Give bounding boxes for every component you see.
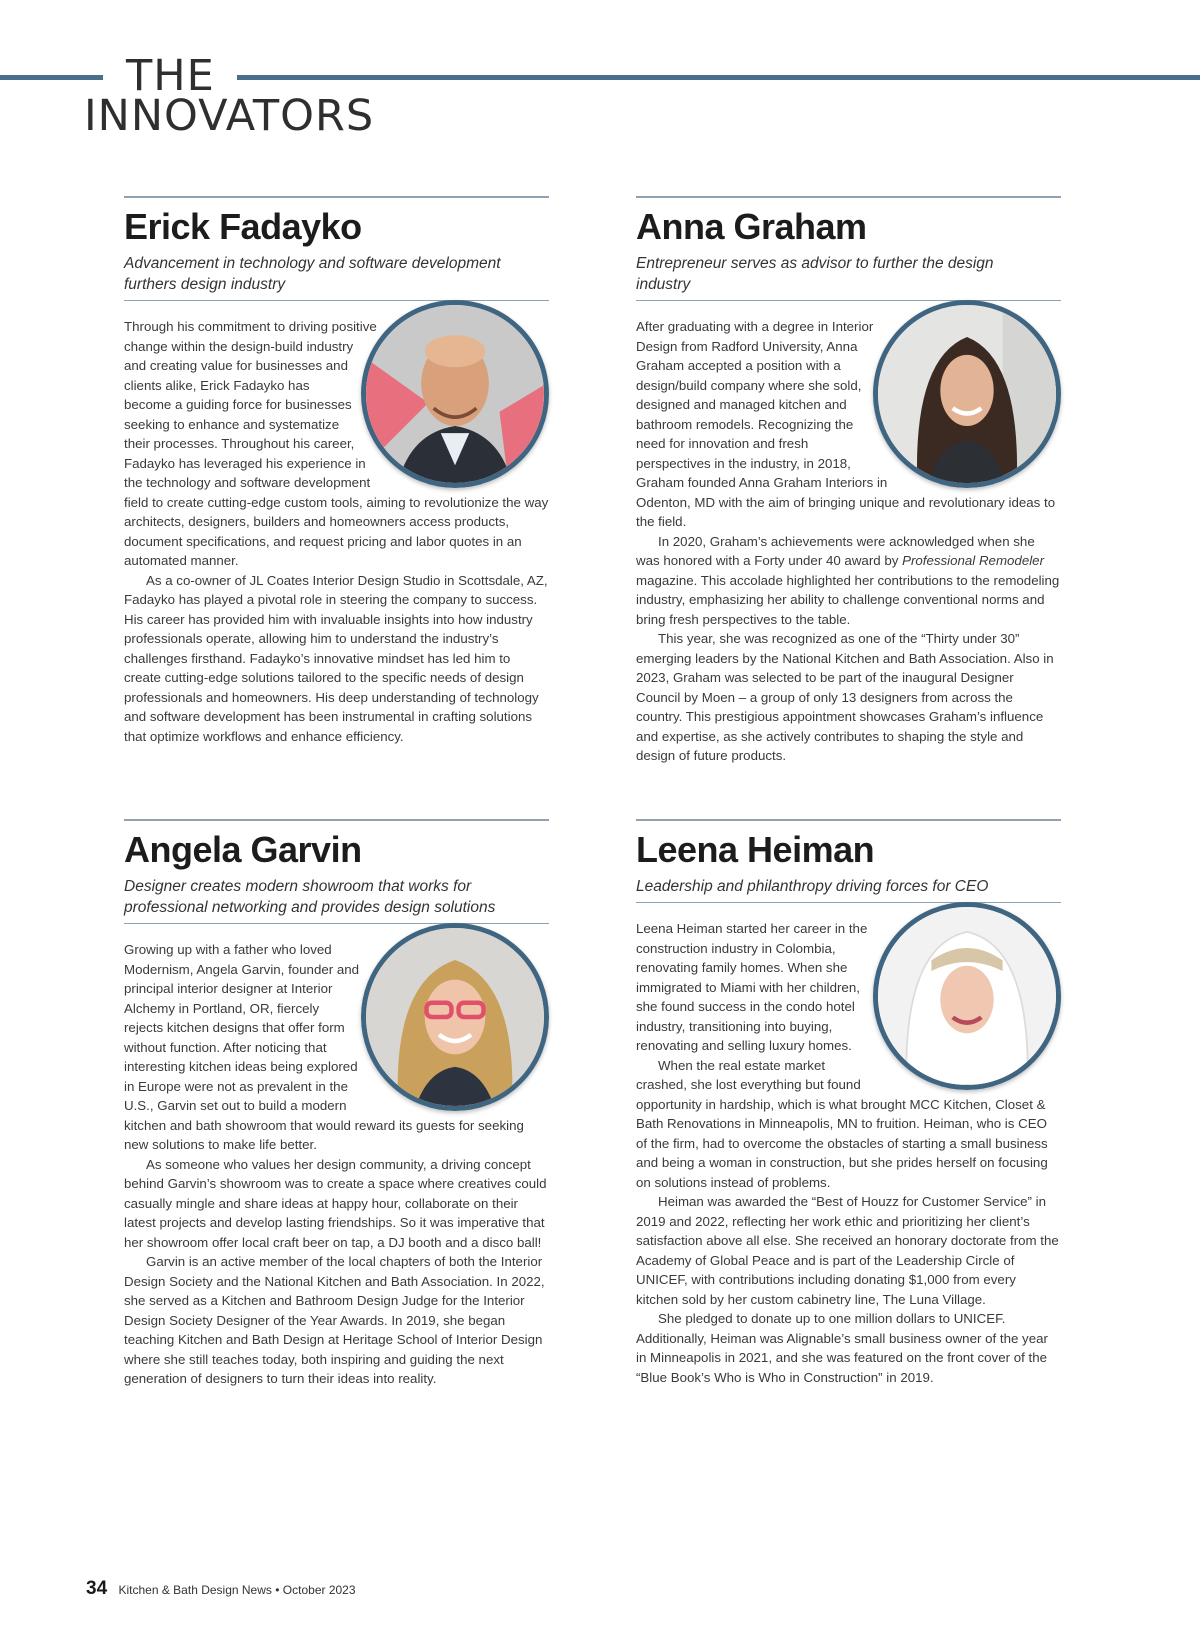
profile-top-rule (124, 196, 549, 198)
profile-name: Leena Heiman (636, 829, 875, 870)
portrait-woman-icon (878, 305, 1056, 483)
profile-bottom-rule (636, 902, 1061, 903)
page-number: 34 (86, 1578, 108, 1599)
paragraph-text: magazine. This accolade highlighted her contributions to the remodeling industry, emphasizing her ability to challenge conventional norms and bring fresh perspectives to the table. (636, 572, 1060, 627)
profile-erick-fadayko (124, 196, 549, 746)
profile-paragraph: Through his commitment to driving positive change within the design-build industry and creating value for businesses and clients alike, Erick Fadayko has become a guiding force for businesses seeking to enhance and systematize their processes. Throughout his career, Fadayko has leveraged his experience in the technology and software development field to create cutting-edge custom tools, aiming to revolutionize the way architects, designers, builders and homeowners access products, document specifications, and request pricing and labor quotes in an automated manner. (124, 319, 549, 568)
profile-bottom-rule (636, 300, 1061, 301)
profile-anna-graham (636, 196, 1061, 766)
profile-bottom-rule (124, 923, 549, 924)
profile-paragraph: Leena Heiman started her career in the construction industry in Colombia, renovating family homes. When she immigrated to Miami with her children, she found success in the condo hotel industry, transitioning into buying, renovating and selling luxury homes. (636, 921, 868, 1053)
profile-paragraph: Heiman was awarded the “Best of Houzz for Customer Service” in 2019 and 2022, reflecting her work ethic and prioritizing her client’s satisfaction above all else. She received an honorary doctorate from the Academy of Global Peace and is part of the Leadership Circle of UNICEF, with contributions including donating $1,000 from every kitchen sold by her custom cabinetry line, The Luna Village. (636, 1194, 1059, 1307)
profile-photo (361, 300, 549, 488)
profile-body (124, 317, 549, 746)
profile-angela-garvin (124, 819, 549, 1389)
publication-name: Kitchen & Bath Design News (118, 1583, 272, 1597)
profile-name: Anna Graham (636, 206, 867, 247)
footer-separator: • (275, 1583, 280, 1597)
profile-paragraph: Growing up with a father who loved Modernism, Angela Garvin, founder and principal interior designer at Interior Alchemy in Portland, OR, fiercely rejects kitchen designs that offer form without function. After noticing that interesting kitchen ideas being explored in Europe were not as prevalent in the U.S., Garvin set out to build a modern kitchen and bath showroom that would reward its guests for seeking new solutions to make life better. (124, 942, 524, 1152)
profile-paragraph: She pledged to donate up to one million dollars to UNICEF. Additionally, Heiman was Alignable’s small business owner of the year in Minneapolis in 2021, and she was featured on the front cover of the “Blue Book’s Who is Who in Construction” in 2019. (636, 1311, 1048, 1385)
profile-paragraph: After graduating with a degree in Interior Design from Radford University, Anna Graham accepted a position with a design/build company where she sold, designed and managed kitchen and bathroom remodels. Recognizing the need for innovation and fresh perspectives in the industry, in 2018, Graham founded Anna Graham Interiors in Odenton, MD with the aim of bringing unique and revolutionary ideas to the field. (636, 319, 1056, 529)
profile-paragraph: As a co-owner of JL Coates Interior Design Studio in Scottsdale, AZ, Fadayko has played a pivotal role in steering the company to success. His career has provided him with invaluable insights into how industry professionals operate, allowing him to understand the industry’s challenges firsthand. Fadayko’s innovative mindset has led him to create cutting-edge solutions tailored to the specific needs of design professionals and homeowners. His deep understanding of technology and software development has been instrumental in crafting solutions that optimize workflows and enhance efficiency. (124, 572, 548, 744)
profile-bottom-rule (124, 300, 549, 301)
profile-paragraph: As someone who values her design community, a driving concept behind Garvin’s showroom was to create a space where creatives could casually mingle and share ideas at happy hour, collaborate on their latest projects and develop lasting friendships. So it was imperative that her showroom offer local craft beer on tap, a DJ booth and a disco ball! (124, 1156, 547, 1250)
profile-photo (873, 300, 1061, 488)
profile-photo (361, 923, 549, 1111)
section-title (84, 51, 375, 141)
section-title-line1: THE (126, 51, 215, 101)
profile-name: Angela Garvin (124, 829, 362, 870)
profile-subtitle: Designer creates modern showroom that works for professional networking and provides design solutions (124, 878, 496, 916)
profile-body (124, 940, 549, 1389)
profile-paragraph (636, 532, 1061, 630)
profile-paragraph: When the real estate market crashed, she lost everything but found opportunity in hardship, which is what brought MCC Kitchen, Closet & Bath Renovations in Minneapolis, MN to fruition. Heiman, who is CEO of the firm, had to overcome the obstacles of starting a small business and being a woman in construction, but she prides herself on focusing on solutions instead of problems. (636, 1057, 1048, 1190)
portrait-man-icon (366, 305, 544, 483)
profile-paragraph: This year, she was recognized as one of the “Thirty under 30” emerging leaders by the National Kitchen and Bath Association. Also in 2023, Graham was selected to be part of the inaugural Designer Council by Moen – a group of only 13 designers from across the country. This prestigious appointment showcases Graham’s influence and expertise, as she actively contributes to shaping the style and design of future products. (636, 631, 1054, 763)
portrait-woman-headscarf-icon (878, 907, 1056, 1085)
profile-subtitle: Advancement in technology and software development furthers design industry (124, 255, 501, 293)
portrait-woman-glasses-icon (366, 928, 544, 1106)
profile-top-rule (124, 819, 549, 821)
profile-body (636, 317, 1061, 766)
profile-top-rule (636, 196, 1061, 198)
magazine-title: Professional Remodeler (902, 553, 1044, 568)
profile-photo (873, 902, 1061, 1090)
profile-top-rule (636, 819, 1061, 821)
profile-name: Erick Fadayko (124, 206, 362, 247)
issue-date: October 2023 (282, 1583, 356, 1597)
header-rule-right (237, 75, 1200, 80)
profile-paragraph: Garvin is an active member of the local chapters of both the Interior Design Society and the National Kitchen and Bath Association. In 2022, she served as a Kitchen and Bathroom Design Judge for the Interior Design Society Designer of the Year Awards. In 2019, she began teaching Kitchen and Bath Design at Heritage School of Interior Design where she still teaches today, both inspiring and guiding the next generation of designers to turn their ideas into reality. (124, 1254, 545, 1386)
profile-subtitle: Entrepreneur serves as advisor to further the design industry (636, 255, 994, 293)
page-footer (86, 1578, 356, 1600)
paragraph-text: In 2020, Graham’s achievements were acknowledged when she was honored with a Forty under 40 award by (636, 533, 1035, 568)
profile-leena-heiman (636, 819, 1061, 1387)
section-title-line2: INNOVATORS (84, 91, 375, 141)
profile-subtitle: Leadership and philanthropy driving forces for CEO (636, 878, 989, 895)
profile-body (636, 919, 1061, 1387)
